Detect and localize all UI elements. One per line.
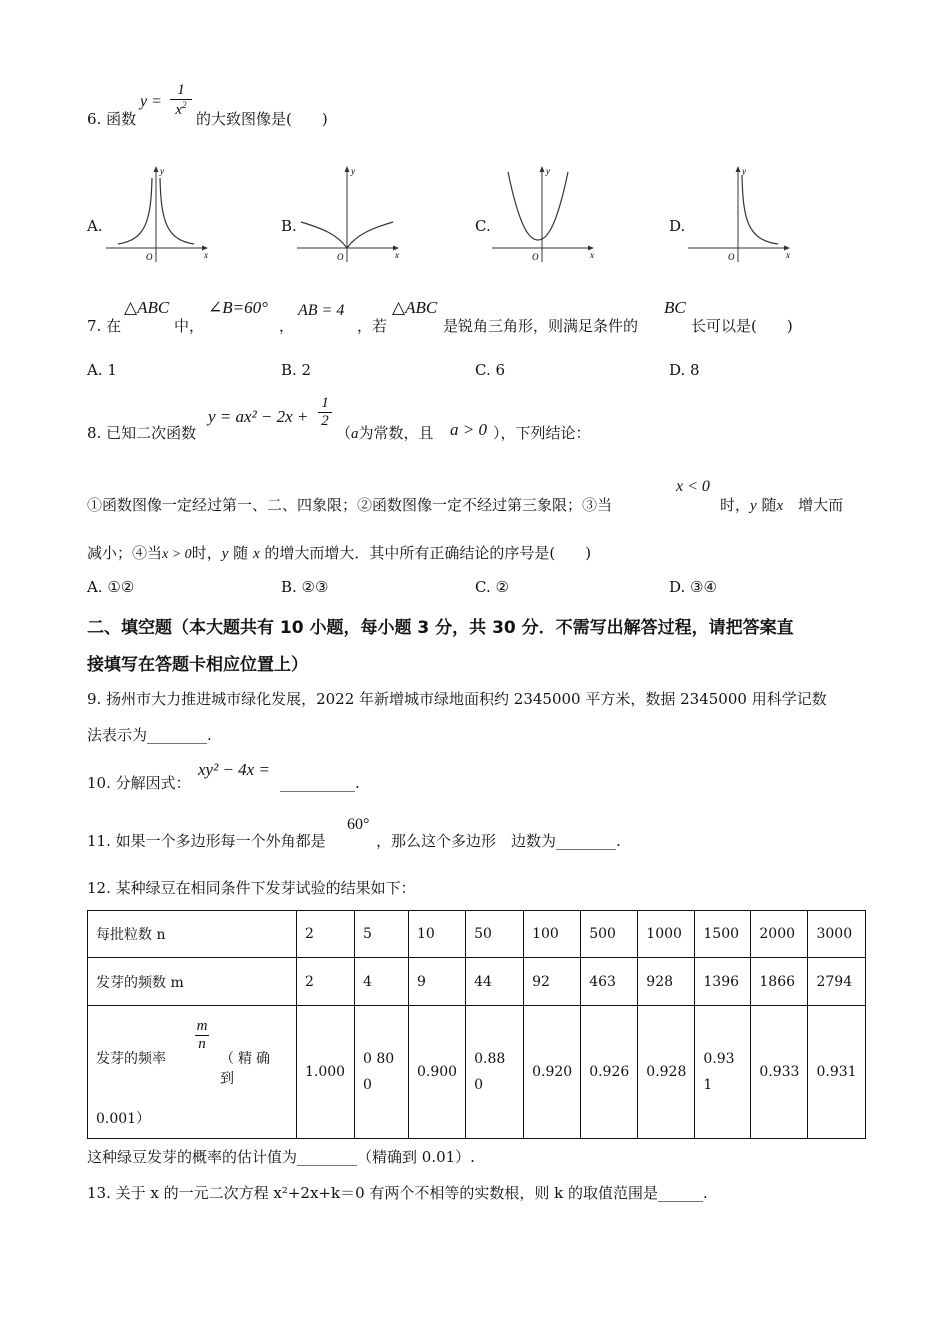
q7-option-c: C. 6 — [475, 361, 506, 379]
q7-text1: 中， — [174, 317, 205, 335]
q9-line2: 法表示为________. — [87, 726, 212, 744]
table-cell: 500 — [581, 911, 638, 958]
q7-ab: AB = 4 — [298, 302, 345, 319]
table-cell: 3000 — [808, 911, 865, 958]
q6-option-d-label: D. — [669, 217, 686, 235]
section-heading-line1: 二、填空题（本大题共有 10 小题，每小题 3 分，共 30 分．不需写出解答过程，请把答案直 — [87, 618, 794, 638]
q6-formula-fraction: $\frac{1}{x^2}$ — [170, 82, 192, 119]
table-cell: 1500 — [695, 911, 751, 958]
table-cell: 2000 — [751, 911, 808, 958]
table-cell: 9 — [409, 958, 466, 1006]
table-cell: 5 — [355, 911, 409, 958]
q7-triangle: △ABC — [124, 298, 170, 317]
table-cell: 0.931 — [808, 1006, 865, 1139]
q6-stem-suffix: 的大致图像是( ) — [196, 110, 328, 128]
table-cell: 0.926 — [581, 1006, 638, 1139]
q8-conclusions-intro: ），下列结论： — [493, 424, 591, 442]
q8-condition: （a为常数，且 — [336, 424, 434, 442]
svg-text:x: x — [395, 250, 399, 260]
table-row-header: 发芽的频数 m — [88, 958, 297, 1006]
q8-option-a: A. ①② — [87, 578, 135, 596]
q7-bc: BC — [664, 298, 686, 317]
q11-suffix: ，那么这个多边形 边数为________. — [376, 832, 621, 850]
table-cell: 92 — [524, 958, 581, 1006]
table-row-germination-rate — [88, 1006, 866, 1139]
section-heading-line2: 接填写在答题卡相应位置上） — [87, 655, 308, 675]
table-cell: 50 — [466, 911, 524, 958]
q8-option-d: D. ③④ — [669, 578, 717, 596]
svg-text:y: y — [742, 166, 746, 176]
q6-graph-d — [686, 160, 796, 265]
table-cell: 1396 — [695, 958, 751, 1006]
q8-x-negative: x < 0 — [676, 478, 710, 495]
q7-option-a: A. 1 — [87, 361, 117, 379]
q12-stem: 12. 某种绿豆在相同条件下发芽试验的结果如下： — [87, 879, 416, 897]
table-cell: 100 — [524, 911, 581, 958]
svg-text:x: x — [590, 250, 594, 260]
table-row-header: 发芽的频率 m n （精确到 0.001） — [88, 1006, 297, 1139]
table-cell: 0.900 — [409, 1006, 466, 1139]
table-cell: 2794 — [808, 958, 865, 1006]
q8-option-c: C. ② — [475, 578, 509, 596]
q8-a-positive: a > 0 — [450, 420, 487, 439]
q8-option-b: B. ②③ — [281, 578, 329, 596]
q7-text3: 是锐角三角形，则满足条件的 — [443, 317, 639, 335]
q7-prefix: 7. 在 — [87, 317, 122, 335]
table-cell: 0.88 0 — [466, 1006, 524, 1139]
q11-angle: 60° — [347, 816, 370, 833]
q10-blank: __________. — [280, 774, 360, 792]
table-row-batch-size — [88, 911, 866, 958]
q6-option-b-label: B. — [281, 217, 297, 235]
table-cell: 0.933 — [751, 1006, 808, 1139]
q9-line1: 9. 扬州市大力推进城市绿化发展，2022 年新增城市绿地面积约 2345000 平方米，数据 2345000 用科学记数 — [87, 690, 827, 708]
table-row-germination-count — [88, 958, 866, 1006]
table-cell: 928 — [638, 958, 695, 1006]
table-cell: 0.93 1 — [695, 1006, 751, 1139]
svg-text:y: y — [160, 166, 164, 176]
svg-text:x: x — [786, 250, 790, 260]
q6-option-a-label: A. — [87, 217, 103, 235]
table-cell: 0 80 0 — [355, 1006, 409, 1139]
q6-stem: 6. 函数 — [87, 110, 137, 128]
svg-text:O: O — [337, 252, 344, 262]
table-cell: 463 — [581, 958, 638, 1006]
q13-text: 13. 关于 x 的一元二次方程 x²+2x+k＝0 有两个不相等的实数根，则 k 的取值范围是______. — [87, 1184, 708, 1202]
q6-option-c-label: C. — [475, 217, 491, 235]
q6-graph-a — [104, 160, 214, 265]
table-cell: 4 — [355, 958, 409, 1006]
q12-after: 这种绿豆发芽的概率的估计值为________（精确到 0.01）. — [87, 1148, 475, 1166]
q7-triangle-2: △ABC — [392, 298, 438, 317]
q7-text2: ，若 — [357, 317, 388, 335]
q8-formula-fraction: $\frac{1}{2}$ — [318, 395, 332, 430]
q7-option-b: B. 2 — [281, 361, 312, 379]
q11-prefix: 11. 如果一个多边形每一个外角都是 — [87, 832, 326, 850]
table-cell: 0.928 — [638, 1006, 695, 1139]
table-cell: 0.920 — [524, 1006, 581, 1139]
table-cell: 2 — [297, 958, 355, 1006]
svg-text:O: O — [532, 252, 539, 262]
q8-formula: y = ax² − 2x + — [208, 407, 309, 426]
table-cell: 1.000 — [297, 1006, 355, 1139]
svg-text:x: x — [204, 250, 208, 260]
q10-prefix: 10. 分解因式： — [87, 774, 191, 792]
q8-prefix: 8. 已知二次函数 — [87, 424, 197, 442]
table-cell: 10 — [409, 911, 466, 958]
q7-option-d: D. 8 — [669, 361, 700, 379]
q7-comma: ， — [279, 317, 295, 335]
svg-text:O: O — [146, 252, 153, 262]
q7-text4: 长可以是( ) — [691, 317, 793, 335]
table-cell: 2 — [297, 911, 355, 958]
q6-graph-c — [490, 160, 600, 265]
q6-formula-lhs: y = — [140, 93, 162, 110]
svg-text:y: y — [351, 166, 355, 176]
table-cell: 1866 — [751, 958, 808, 1006]
q7-angle: ∠B=60° — [208, 298, 268, 317]
germination-table — [87, 910, 866, 1139]
svg-text:O: O — [728, 252, 735, 262]
q8-line2-tail: 时，y 随x 增大而 — [720, 496, 844, 514]
table-row-header: 每批粒数 n — [88, 911, 297, 958]
q8-line3: 减小；④当x > 0时，y 随 x 的增大而增大．其中所有正确结论的序号是( ) — [87, 544, 592, 562]
q8-line2: ①函数图像一定经过第一、二、四象限；②函数图像一定不经过第三象限；③当 — [87, 496, 613, 514]
svg-text:y: y — [546, 166, 550, 176]
table-cell: 44 — [466, 958, 524, 1006]
q6-graph-b — [295, 160, 405, 265]
table-cell: 1000 — [638, 911, 695, 958]
q10-formula: xy² − 4x = — [198, 760, 270, 779]
